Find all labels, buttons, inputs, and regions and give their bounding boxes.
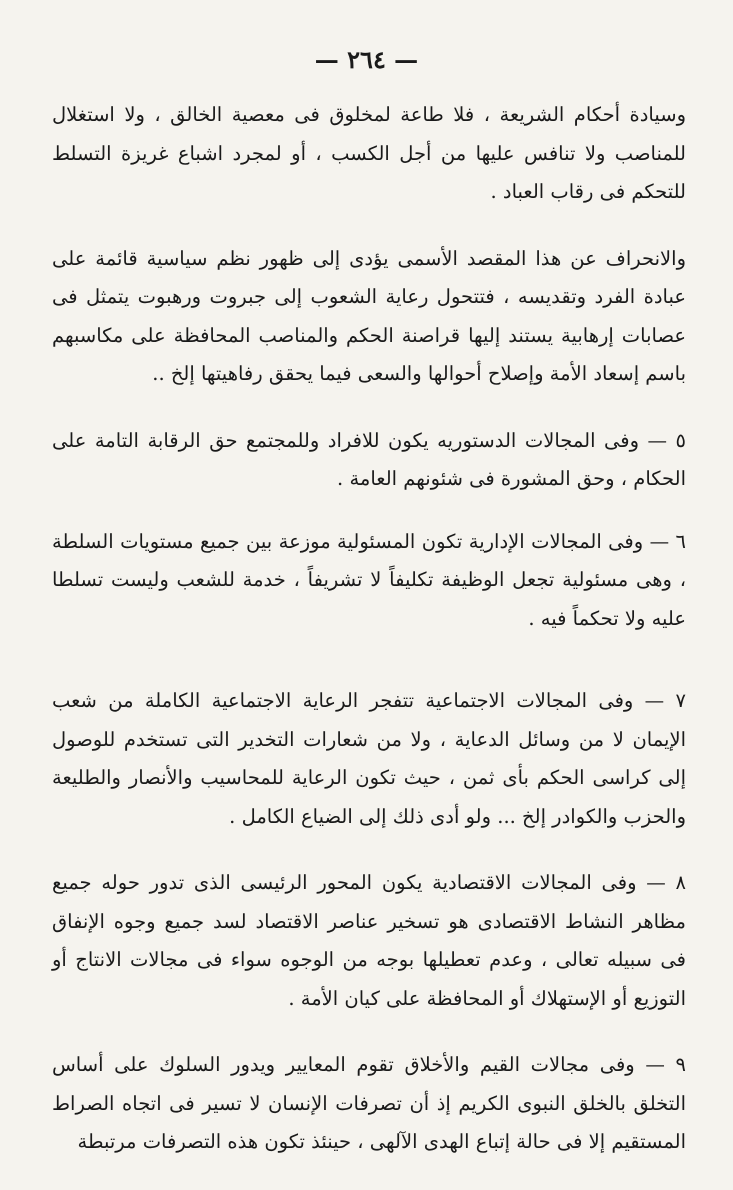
paragraph-item-5-constitutional: ٥ — وفى المجالات الدستوريه يكون للافراد وللمجتمع حق الرقابة التامة على الحكام ، وحق المشورة فى شئونهم العامة .: [52, 428, 686, 490]
paragraph-continuation: وسيادة أحكام الشريعة ، فلا طاعة لمخلوق فى معصية الخالق ، ولا استغلال للمناصب ولا تنافس عليها من أجل الكسب ، أو لمجرد اشباع غريزة التسلط للتحكم فى رقاب العباد .: [52, 103, 686, 203]
paragraph-item-8-economic: ٨ — وفى المجالات الاقتصادية يكون المحور الرئيسى الذى تدور حوله جميع مظاهر النشاط الاقتصادى هو تسخير عناصر الاقتصاد لسد جميع وجوه الإنفاق فى سبيله تعالى ، وعدم تعطيلها بوجه من الوجوه سواء فى مجالات الانتاج أو التوزيع أو الإستهلاك أو المحافظة على كيان الأمة .: [52, 871, 686, 1010]
page-body: [52, 96, 686, 1190]
paragraph-item-9-values: ٩ — وفى مجالات القيم والأخلاق تقوم المعايير ويدور السلوك على أساس التخلق بالخلق النبوى الكريم إذ أن تصرفات الإنسان لا تسير فى اتجاه الصراط المستقيم إلا فى حالة إتباع الهدى الآلهى ، حينئذ تكون هذه التصرفات مرتبطة: [52, 1053, 686, 1153]
page-number: — ٢٦٤ —: [314, 45, 419, 74]
paragraph-deviation: والانحراف عن هذا المقصد الأسمى يؤدى إلى ظهور نظم سياسية قائمة على عبادة الفرد وتقديسه ، فتتحول رعاية الشعوب إلى جبروت ورهبوت يتمثل فى عصابات إرهابية يستند إليها قراصنة الحكم والمناصب المحافظة على مكاسبهم باسم إسعاد الأمة وإصلاح أحوالها والسعى فيما يحقق رفاهيتها إلخ ..: [52, 246, 686, 385]
paragraph-item-6-administrative: ٦ — وفى المجالات الإدارية تكون المسئولية موزعة بين جميع مستويات السلطة ، وهى مسئولية تجعل الوظيفة تكليفاً لا تشريفاً ، خدمة للشعب وليست تسلطا عليه ولا تحكماً فيه .: [52, 529, 686, 630]
paragraph-item-7-social: ٧ — وفى المجالات الاجتماعية تتفجر الرعاية الاجتماعية الكاملة من شعب الإيمان لا من وسائل الدعاية ، ولا من شعارات التخدير التى تستخدم للوصول إلى كراسى الحكم بأى ثمن ، حيث تكون الرعاية للمحاسيب والأنصار والطليعة والحزب والكوادر إلخ ... ولو أدى ذلك إلى الضياع الكامل .: [52, 689, 686, 828]
